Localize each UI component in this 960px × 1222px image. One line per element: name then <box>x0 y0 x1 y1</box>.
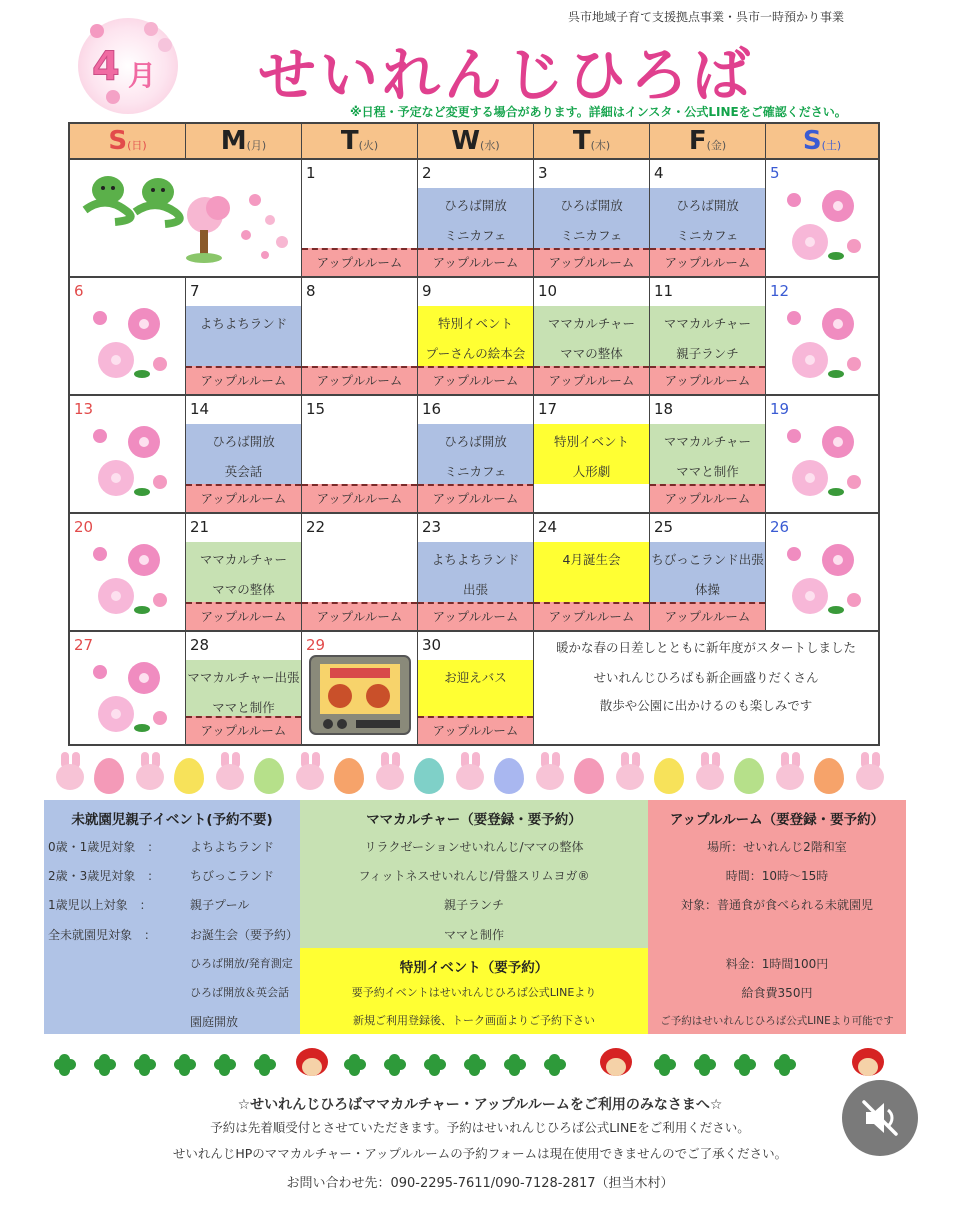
apple-room-slot: アップルルーム <box>302 602 417 630</box>
event-block: ママカルチャー ママの整体 <box>534 306 649 366</box>
age-label: 全未就園児対象 ： <box>48 928 157 942</box>
calendar-cell-day-20: 20 <box>70 514 186 632</box>
bunny-icon <box>214 752 246 790</box>
calendar-cell-day-6: 6 <box>70 278 186 396</box>
weekday-header-tue: T(火) <box>302 124 418 160</box>
bunny-icon <box>774 752 806 790</box>
page-title: せいれんじひろば <box>258 41 755 109</box>
egg-icon <box>654 758 684 794</box>
info-line: 親子ランチ <box>443 898 504 912</box>
footer-line: せいれんじHPのママカルチャー・アップルルームの予約フォームは現在使用できませんのでご了承ください。 <box>172 1146 788 1161</box>
info-line: ママと制作 <box>443 928 504 942</box>
calendar-cell-day-8: 8 アップルルーム <box>302 278 418 396</box>
petal-icon <box>158 38 172 52</box>
egg-icon <box>414 758 444 794</box>
apple-room-slot: アップルルーム <box>418 366 533 394</box>
clover-icon <box>464 1054 486 1076</box>
info-line: 対象：普通食が食べられる未就園児 <box>680 898 873 912</box>
egg-icon <box>254 758 284 794</box>
calendar <box>68 122 880 746</box>
bunny-icon <box>614 752 646 790</box>
event-block: よちよちランド <box>186 306 301 366</box>
snake-and-cherry-tree-illustration <box>70 160 300 270</box>
event-block: 特別イベント プーさんの絵本会 <box>418 306 533 366</box>
calendar-cell-day-7: 7 よちよちランド アップルルーム <box>186 278 302 396</box>
section-heading: 特別イベント（要予約） <box>399 960 549 976</box>
calendar-cell-day-13: 13 <box>70 396 186 514</box>
event-block: ママカルチャー 親子ランチ <box>650 306 765 366</box>
bunny-icon <box>534 752 566 790</box>
calendar-message-box <box>534 632 878 744</box>
bunny-icon <box>54 752 86 790</box>
calendar-cell-day-17: 17 特別イベント 人形劇 <box>534 396 650 514</box>
calendar-cell-day-4: 4 ひろば開放 ミニカフェ アップルルーム <box>650 160 766 278</box>
clover-icon <box>694 1054 716 1076</box>
event-block: 4月誕生会 <box>534 542 649 602</box>
weekday-header-sat: S(土) <box>766 124 878 160</box>
calendar-cell-day-28: 28 ママカルチャー出張 ママと制作 アップルルーム <box>186 632 302 744</box>
apple-room-slot: アップルルーム <box>534 602 649 630</box>
event-label: お誕生会（要予約） <box>190 928 299 942</box>
event-block: ママカルチャー ママの整体 <box>186 542 301 602</box>
weekday-header-fri: F(金) <box>650 124 766 160</box>
info-line: 場所：せいれんじ2階和室 <box>707 840 847 854</box>
calendar-cell-day-23: 23 よちよちランド 出張 アップルルーム <box>418 514 534 632</box>
calendar-cell-day-12: 12 <box>766 278 878 396</box>
month-badge <box>78 18 178 114</box>
egg-icon <box>574 758 604 794</box>
apple-room-slot: アップルルーム <box>534 366 649 394</box>
calendar-cell-day-18: 18 ママカルチャー ママと制作 アップルルーム <box>650 396 766 514</box>
cherry-blossom-icon <box>86 302 176 388</box>
cherry-blossom-icon <box>780 538 870 624</box>
info-line: リラクゼーションせいれんじ/ママの整体 <box>364 840 584 854</box>
calendar-cell-day-14: 14 ひろば開放 英会話 アップルルーム <box>186 396 302 514</box>
schedule-notice: ※日程・予定など変更する場合があります。詳細はインスタ・公式LINEをご確認ください。 <box>350 105 847 119</box>
calendar-cell-day-25: 25 ちびっこランド出張 体操 アップルルーム <box>650 514 766 632</box>
cherry-blossom-icon <box>86 538 176 624</box>
apple-room-slot: アップルルーム <box>186 716 301 744</box>
footer-heading: ☆せいれんじひろばママカルチャー・アップルルームをご利用のみなさまへ☆ <box>237 1097 723 1113</box>
clover-icon <box>174 1054 196 1076</box>
bunny-icon <box>854 752 886 790</box>
event-block: ひろば開放 ミニカフェ <box>650 188 765 248</box>
clover-icon <box>384 1054 406 1076</box>
petal-icon <box>90 24 104 38</box>
month-number: 4 <box>92 44 120 90</box>
event-block: ひろば開放 ミニカフェ <box>418 188 533 248</box>
calendar-cell-day-11: 11 ママカルチャー 親子ランチ アップルルーム <box>650 278 766 396</box>
apple-room-slot: アップルルーム <box>186 366 301 394</box>
calendar-cell-day-30: 30 お迎えバス アップルルーム <box>418 632 534 744</box>
apple-room-slot: アップルルーム <box>650 248 765 276</box>
apple-room-slot: アップルルーム <box>650 366 765 394</box>
calendar-cell-day-29: 29 <box>302 632 418 744</box>
apple-room-slot: アップルルーム <box>650 484 765 512</box>
ladybug-icon <box>292 1044 332 1080</box>
event-block: ちびっこランド出張 体操 <box>650 542 765 602</box>
info-line: 要予約イベントはせいれんじひろば公式LINEより <box>351 986 597 999</box>
petal-icon <box>106 90 120 104</box>
clover-icon <box>134 1054 156 1076</box>
info-line: フィットネスせいれんじ/骨盤スリムヨガ® <box>358 869 590 883</box>
event-block: ママカルチャー ママと制作 <box>650 424 765 484</box>
clover-icon <box>734 1054 756 1076</box>
weekday-header-wed: W(水) <box>418 124 534 160</box>
calendar-cell-day-3: 3 ひろば開放 ミニカフェ アップルルーム <box>534 160 650 278</box>
event-block: お迎えバス <box>418 660 533 720</box>
apple-room-slot: アップルルーム <box>302 366 417 394</box>
clover-icon <box>654 1054 676 1076</box>
clover-icon <box>54 1054 76 1076</box>
event-block: ひろば開放 英会話 <box>186 424 301 484</box>
info-line: ご予約はせいれんじひろば公式LINEより可能です <box>660 1015 894 1027</box>
contact-line: お問い合わせ先：090-2295-7611/090-7128-2817（担当木村） <box>286 1176 674 1191</box>
petal-icon <box>144 22 158 36</box>
event-block: ひろば開放 ミニカフェ <box>534 188 649 248</box>
clover-ladybug-decoration <box>44 1040 906 1090</box>
egg-icon <box>174 758 204 794</box>
month-kanji: 月 <box>128 59 157 92</box>
egg-icon <box>94 758 124 794</box>
info-line: 料金：1時間100円 <box>725 957 829 971</box>
egg-icon <box>734 758 764 794</box>
age-label: 2歳・3歳児対象 ： <box>48 869 160 883</box>
clover-icon <box>214 1054 236 1076</box>
mute-button[interactable] <box>842 1080 918 1156</box>
section-heading: 未就園児親子イベント(予約不要) <box>71 812 273 828</box>
clover-icon <box>774 1054 796 1076</box>
event-block: よちよちランド 出張 <box>418 542 533 602</box>
event-block: 特別イベント 人形劇 <box>534 424 649 484</box>
calendar-cell-day-9: 9 特別イベント プーさんの絵本会 アップルルーム <box>418 278 534 396</box>
clover-icon <box>344 1054 366 1076</box>
bunny-icon <box>134 752 166 790</box>
event-block: ひろば開放 ミニカフェ <box>418 424 533 484</box>
tv-show-illustration <box>308 654 412 738</box>
age-label: 1歳児以上対象 ： <box>48 898 152 912</box>
apple-room-slot: アップルルーム <box>418 602 533 630</box>
event-label: 親子プール <box>190 898 250 912</box>
parent-child-events-box <box>44 800 300 1034</box>
cherry-blossom-icon <box>780 420 870 506</box>
clover-icon <box>544 1054 566 1076</box>
apple-room-slot: アップルルーム <box>418 484 533 512</box>
cherry-blossom-icon <box>780 184 870 270</box>
apple-room-slot: アップルルーム <box>186 602 301 630</box>
bunny-icon <box>374 752 406 790</box>
clover-icon <box>94 1054 116 1076</box>
event-label: ひろば開放/発育測定 <box>190 957 293 970</box>
calendar-cell-day-27: 27 <box>70 632 186 744</box>
info-line: 給食費350円 <box>741 986 813 1000</box>
event-block: ママカルチャー出張 ママと制作 <box>186 660 301 720</box>
info-line: 新規ご利用登録後、トーク画面よりご予約下さい <box>353 1014 595 1027</box>
cherry-blossom-icon <box>780 302 870 388</box>
egg-icon <box>494 758 524 794</box>
event-label: 園庭開放 <box>190 1015 239 1029</box>
message-line: 散歩や公園に出かけるのも楽しみです <box>599 698 813 713</box>
age-label: 0歳・1歳児対象 ： <box>48 840 160 854</box>
message-line: 暖かな春の日差しとともに新年度がスタートしました <box>555 640 856 655</box>
cherry-blossom-icon <box>86 420 176 506</box>
calendar-cell-day-21: 21 ママカルチャー ママの整体 アップルルーム <box>186 514 302 632</box>
organization-line: 呉市地域子育て支援拠点事業・呉市一時預かり事業 <box>568 10 845 24</box>
ladybug-icon <box>848 1044 888 1080</box>
egg-icon <box>814 758 844 794</box>
egg-icon <box>334 758 364 794</box>
apple-room-slot: アップルルーム <box>418 248 533 276</box>
weekday-header-sun: S(日) <box>70 124 186 160</box>
calendar-cell-day-2: 2 ひろば開放 ミニカフェ アップルルーム <box>418 160 534 278</box>
bunny-egg-decoration <box>50 750 910 798</box>
mama-culture-box <box>300 800 648 948</box>
calendar-cell-day-22: 22 アップルルーム <box>302 514 418 632</box>
calendar-cell-day-19: 19 <box>766 396 878 514</box>
calendar-cell-day-10: 10 ママカルチャー ママの整体 アップルルーム <box>534 278 650 396</box>
calendar-cell-day-5: 5 <box>766 160 878 278</box>
clover-icon <box>424 1054 446 1076</box>
clover-icon <box>504 1054 526 1076</box>
bunny-icon <box>454 752 486 790</box>
event-label: ひろば開放＆英会話 <box>190 986 289 999</box>
event-label: よちよちランド <box>190 840 275 854</box>
speaker-muted-icon <box>842 1080 918 1156</box>
apple-room-slot: アップルルーム <box>186 484 301 512</box>
apple-room-slot: アップルルーム <box>650 602 765 630</box>
bunny-icon <box>294 752 326 790</box>
weekday-header-mon: M(月) <box>186 124 302 160</box>
apple-room-slot: アップルルーム <box>302 248 417 276</box>
calendar-cell-day-26: 26 <box>766 514 878 632</box>
calendar-cell-day-24: 24 4月誕生会 アップルルーム <box>534 514 650 632</box>
info-line: 時間：10時〜15時 <box>725 869 829 883</box>
apple-room-info-box <box>648 800 906 1034</box>
apple-room-slot: アップルルーム <box>534 248 649 276</box>
bunny-icon <box>694 752 726 790</box>
apple-room-slot: アップルルーム <box>418 716 533 744</box>
clover-icon <box>254 1054 276 1076</box>
calendar-cell-decoration <box>70 160 302 278</box>
calendar-cell-day-16: 16 ひろば開放 ミニカフェ アップルルーム <box>418 396 534 514</box>
calendar-cell-day-15: 15 アップルルーム <box>302 396 418 514</box>
section-heading: アップルルーム（要登録・要予約） <box>669 812 885 828</box>
footer-line: 予約は先着順受付とさせていただきます。予約はせいれんじひろば公式LINEをご利用ください。 <box>210 1120 750 1135</box>
ladybug-icon <box>596 1044 636 1080</box>
apple-room-slot: アップルルーム <box>302 484 417 512</box>
message-line: せいれんじひろばも新企画盛りだくさん <box>593 670 819 685</box>
event-label: ちびっこランド <box>190 869 275 883</box>
cherry-blossom-icon <box>86 656 176 742</box>
weekday-header-thu: T(木) <box>534 124 650 160</box>
section-heading: ママカルチャー（要登録・要予約） <box>366 812 582 828</box>
calendar-cell-day-1: 1 アップルルーム <box>302 160 418 278</box>
special-event-box <box>300 948 648 1034</box>
